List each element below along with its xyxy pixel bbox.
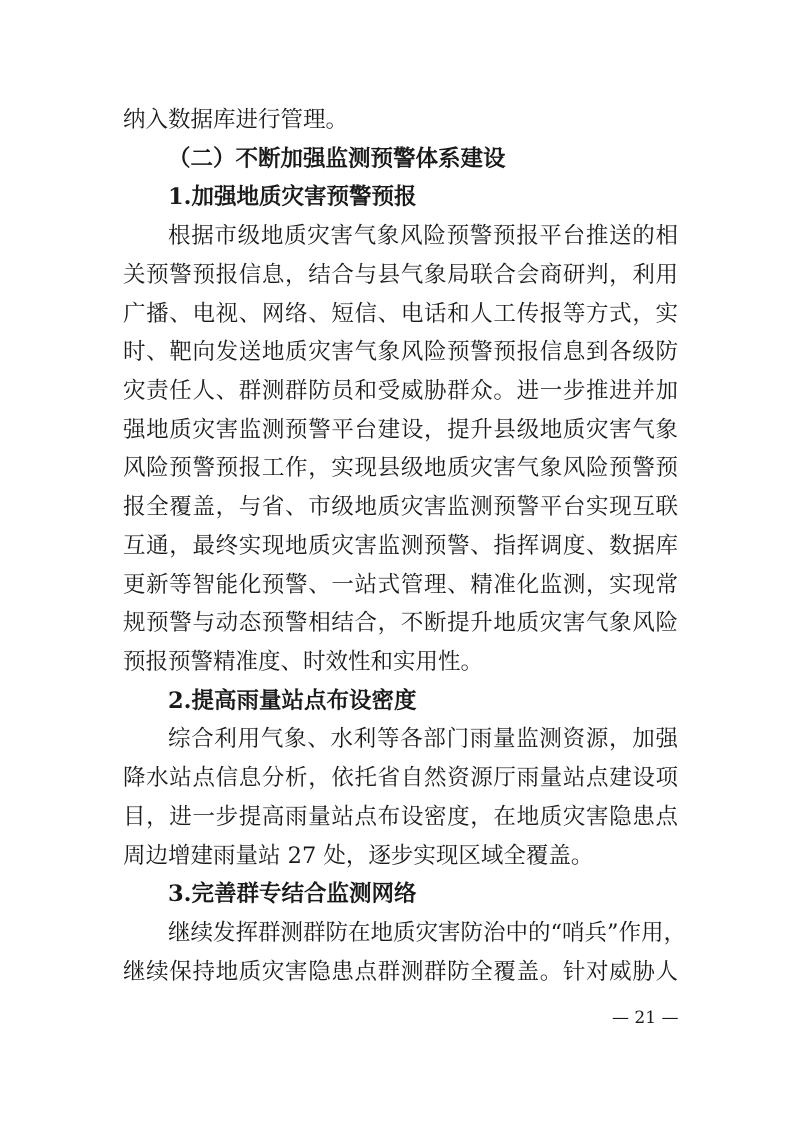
paragraph-line: 降水站点信息分析，依托省自然资源厅雨量站点建设项 bbox=[123, 765, 678, 791]
paragraph-line: 互通，最终实现地质灾害监测预警、指挥调度、数据库 bbox=[123, 533, 678, 559]
paragraph-line: 目，进一步提高雨量站点布设密度，在地质灾害隐患点 bbox=[123, 804, 678, 830]
paragraph-line: 报全覆盖，与省、市级地质灾害监测预警平台实现互联 bbox=[123, 494, 678, 520]
paragraph-line: 风险预警预报工作，实现县级地质灾害气象风险预警预 bbox=[123, 455, 678, 481]
paragraph-line: 更新等智能化预警、一站式管理、精准化监测，实现常 bbox=[123, 572, 678, 598]
paragraph-line: 预报预警精准度、时效性和实用性。 bbox=[123, 649, 484, 675]
paragraph-line: 继续发挥群测群防在地质灾害防治中的“哨兵”作用， bbox=[168, 920, 687, 946]
section-heading: （二）不断加强监测预警体系建设 bbox=[168, 146, 506, 172]
paragraph-line: 继续保持地质灾害隐患点群测群防全覆盖。针对威胁人 bbox=[123, 959, 678, 985]
subsection-heading: 1.加强地质灾害预警预报 bbox=[168, 184, 417, 210]
paragraph-line: 广播、电视、网络、短信、电话和人工传报等方式，实 bbox=[123, 301, 678, 327]
paragraph-line: 关预警预报信息，结合与县气象局联合会商研判，利用 bbox=[123, 262, 678, 288]
paragraph-line: 综合利用气象、水利等各部门雨量监测资源，加强 bbox=[168, 726, 678, 752]
subsection-heading: 3.完善群专结合监测网络 bbox=[168, 881, 417, 907]
subsection-heading: 2.提高雨量站点布设密度 bbox=[168, 688, 417, 714]
paragraph-line: 规预警与动态预警相结合，不断提升地质灾害气象风险 bbox=[123, 610, 678, 636]
paragraph-line: 根据市级地质灾害气象风险预警预报平台推送的相 bbox=[168, 223, 678, 249]
paragraph-line: 强地质灾害监测预警平台建设，提升县级地质灾害气象 bbox=[123, 417, 678, 443]
page-number: — 21 — bbox=[612, 1008, 679, 1028]
paragraph-line: 灾责任人、群测群防员和受威胁群众。进一步推进并加 bbox=[123, 378, 678, 404]
paragraph-line: 纳入数据库进行管理。 bbox=[123, 107, 349, 133]
paragraph-line: 时、靶向发送地质灾害气象风险预警预报信息到各级防 bbox=[123, 339, 678, 365]
paragraph-line: 周边增建雨量站 27 处，逐步实现区域全覆盖。 bbox=[123, 843, 594, 869]
